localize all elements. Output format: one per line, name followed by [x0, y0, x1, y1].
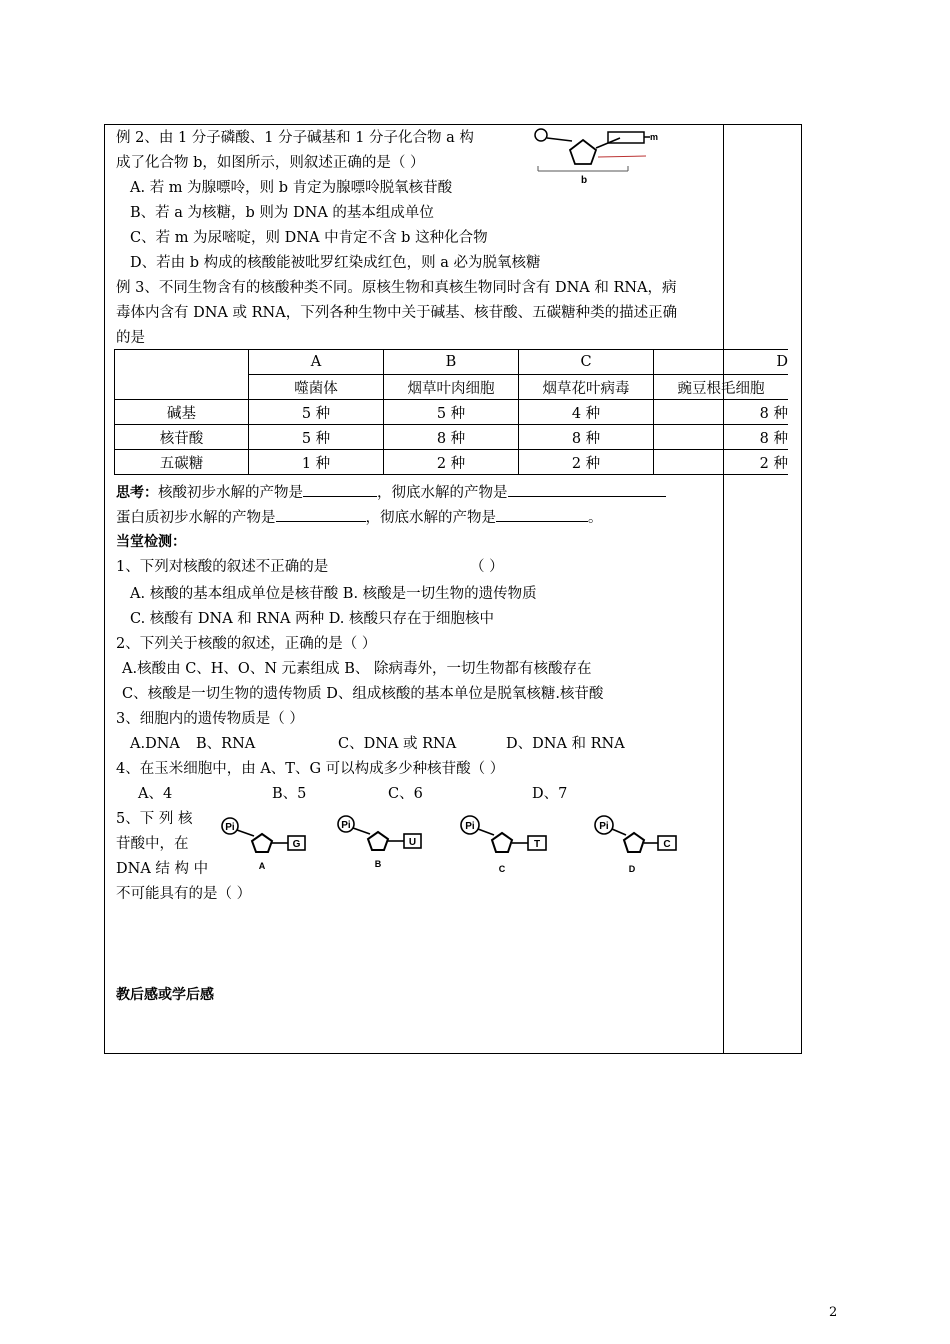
- organism-a: 噬菌体: [249, 375, 384, 400]
- nucleic-acid-table: [114, 349, 788, 475]
- think-label: 思考：: [116, 485, 158, 501]
- answer-blank[interactable]: [508, 482, 666, 497]
- table-corner: [115, 350, 249, 400]
- q3-option-a: A.DNA: [130, 736, 180, 752]
- table-cell: 5 种: [249, 425, 384, 450]
- fig-label-b: b: [581, 175, 588, 186]
- table-cell: 4 种: [519, 400, 654, 425]
- pi-label: Pi: [341, 820, 351, 831]
- q3-stem: 3、细胞内的遗传物质是（ ）: [116, 711, 304, 727]
- col-b: B: [384, 350, 519, 375]
- ex2-line-1: 例 2、由 1 分子磷酸、1 分子碱基和 1 分子化合物 a 构: [116, 130, 474, 146]
- col-a: A: [249, 350, 384, 375]
- table-row: [115, 450, 789, 475]
- q3-option-c: C、DNA 或 RNA: [338, 736, 457, 752]
- q2-options-cd: C、核酸是一切生物的遗传物质 D、组成核酸的基本单位是脱氧核糖.核苷酸: [122, 686, 604, 702]
- q1-options-ab: A. 核酸的基本组成单位是核苷酸 B. 核酸是一切生物的遗传物质: [130, 586, 537, 602]
- pi-label: Pi: [599, 821, 609, 832]
- organism-c: 烟草花叶病毒: [519, 375, 654, 400]
- ex2-option-b: B、若 a 为核糖，b 则为 DNA 的基本组成单位: [130, 205, 434, 221]
- ex3-line-1: 例 3、不同生物含有的核酸种类不同。原核生物和真核生物同时含有 DNA 和 RNA，病: [116, 280, 677, 296]
- q3-option-b: B、RNA: [196, 736, 256, 752]
- table-cell: 5 种: [249, 400, 384, 425]
- q1-answer-paren[interactable]: （ ）: [470, 559, 504, 575]
- base-label: G: [292, 839, 301, 850]
- q2-options-ab: A.核酸由 C、H、O、N 元素组成 B、 除病毒外，一切生物都有核酸存在: [122, 661, 592, 677]
- base-label: T: [533, 839, 541, 850]
- table-cell: 2 种: [519, 450, 654, 475]
- table-cell: 2 种: [654, 450, 789, 475]
- organism-d: 豌豆根毛细胞: [654, 375, 789, 400]
- table-cell: 1 种: [249, 450, 384, 475]
- option-letter: C: [498, 864, 506, 874]
- nucleotide-figure: [528, 126, 724, 186]
- q3-option-d: D、DNA 和 RNA: [506, 736, 625, 752]
- table-cell: 8 种: [654, 400, 789, 425]
- q1-options-cd: C. 核酸有 DNA 和 RNA 两种 D. 核酸只存在于细胞核中: [130, 611, 495, 627]
- ex3-line-2: 毒体内含有 DNA 或 RNA，下列各种生物中关于碱基、核苷酸、五碳糖种类的描述正确: [116, 305, 678, 321]
- answer-blank[interactable]: [303, 482, 377, 497]
- q1-stem: 1、下列对核酸的叙述不正确的是: [116, 559, 329, 575]
- check-title: 当堂检测：: [116, 534, 186, 550]
- ex3-line-3: 的是: [116, 330, 145, 346]
- table-row: [115, 400, 789, 425]
- pi-label: Pi: [225, 822, 235, 833]
- fig-label-m: m: [650, 132, 659, 142]
- table-cell: 8 种: [654, 425, 789, 450]
- pi-label: Pi: [465, 821, 475, 832]
- col-d: D: [654, 350, 789, 375]
- row-label: 五碳糖: [115, 450, 249, 475]
- think-line-1: 思考：核酸初步水解的产物是 ，彻底水解的产物是: [116, 482, 666, 503]
- base-label: U: [408, 837, 417, 848]
- page-number: 2: [829, 1305, 838, 1320]
- q2-stem: 2、下列关于核酸的叙述，正确的是（ ）: [116, 636, 377, 652]
- ex2-line-2: 成了化合物 b，如图所示，则叙述正确的是（ ）: [116, 155, 425, 171]
- q5-line-3: DNA 结 构 中: [116, 861, 209, 877]
- table-cell: 8 种: [519, 425, 654, 450]
- ex2-option-d: D、若由 b 构成的核酸能被吡罗红染成红色，则 a 必为脱氧核糖: [130, 255, 541, 271]
- q5-line-4: 不可能具有的是（ ）: [116, 886, 252, 902]
- q4-stem: 4、在玉米细胞中，由 A、T、G 可以构成多少种核苷酸（ ）: [116, 761, 505, 777]
- row-label: 碱基: [115, 400, 249, 425]
- q5-line-1: 5、下 列 核: [116, 811, 193, 827]
- q4-option-a: A、4: [138, 786, 173, 802]
- q5-line-2: 苷酸中，在: [116, 836, 189, 852]
- table-cell: 8 种: [384, 425, 519, 450]
- option-letter: D: [628, 864, 636, 874]
- think-line-2: 蛋白质初步水解的产物是 ，彻底水解的产物是 。: [116, 507, 603, 528]
- row-label: 核苷酸: [115, 425, 249, 450]
- q5-figure-b: [336, 815, 428, 873]
- q5-figure-a: [220, 817, 312, 875]
- ex2-option-a: A. 若 m 为腺嘌呤，则 b 肯定为腺嘌呤脱氧核苷酸: [130, 180, 453, 196]
- reflection-heading: 教后感或学后感: [116, 987, 214, 1003]
- answer-blank[interactable]: [496, 507, 588, 522]
- q4-option-b: B、5: [272, 786, 307, 802]
- q5-figure-d: [592, 815, 684, 877]
- q4-option-d: D、7: [532, 786, 568, 802]
- q5-figure-c: [458, 815, 550, 877]
- table-cell: 2 种: [384, 450, 519, 475]
- organism-b: 烟草叶肉细胞: [384, 375, 519, 400]
- q4-option-c: C、6: [388, 786, 423, 802]
- base-label: C: [663, 839, 671, 850]
- answer-blank[interactable]: [276, 507, 366, 522]
- option-letter: A: [258, 861, 266, 871]
- table-cell: 5 种: [384, 400, 519, 425]
- col-c: C: [519, 350, 654, 375]
- table-row: [115, 425, 789, 450]
- ex2-option-c: C、若 m 为尿嘧啶，则 DNA 中肯定不含 b 这种化合物: [130, 230, 488, 246]
- margin-column-divider: [723, 124, 724, 1054]
- option-letter: B: [374, 859, 382, 869]
